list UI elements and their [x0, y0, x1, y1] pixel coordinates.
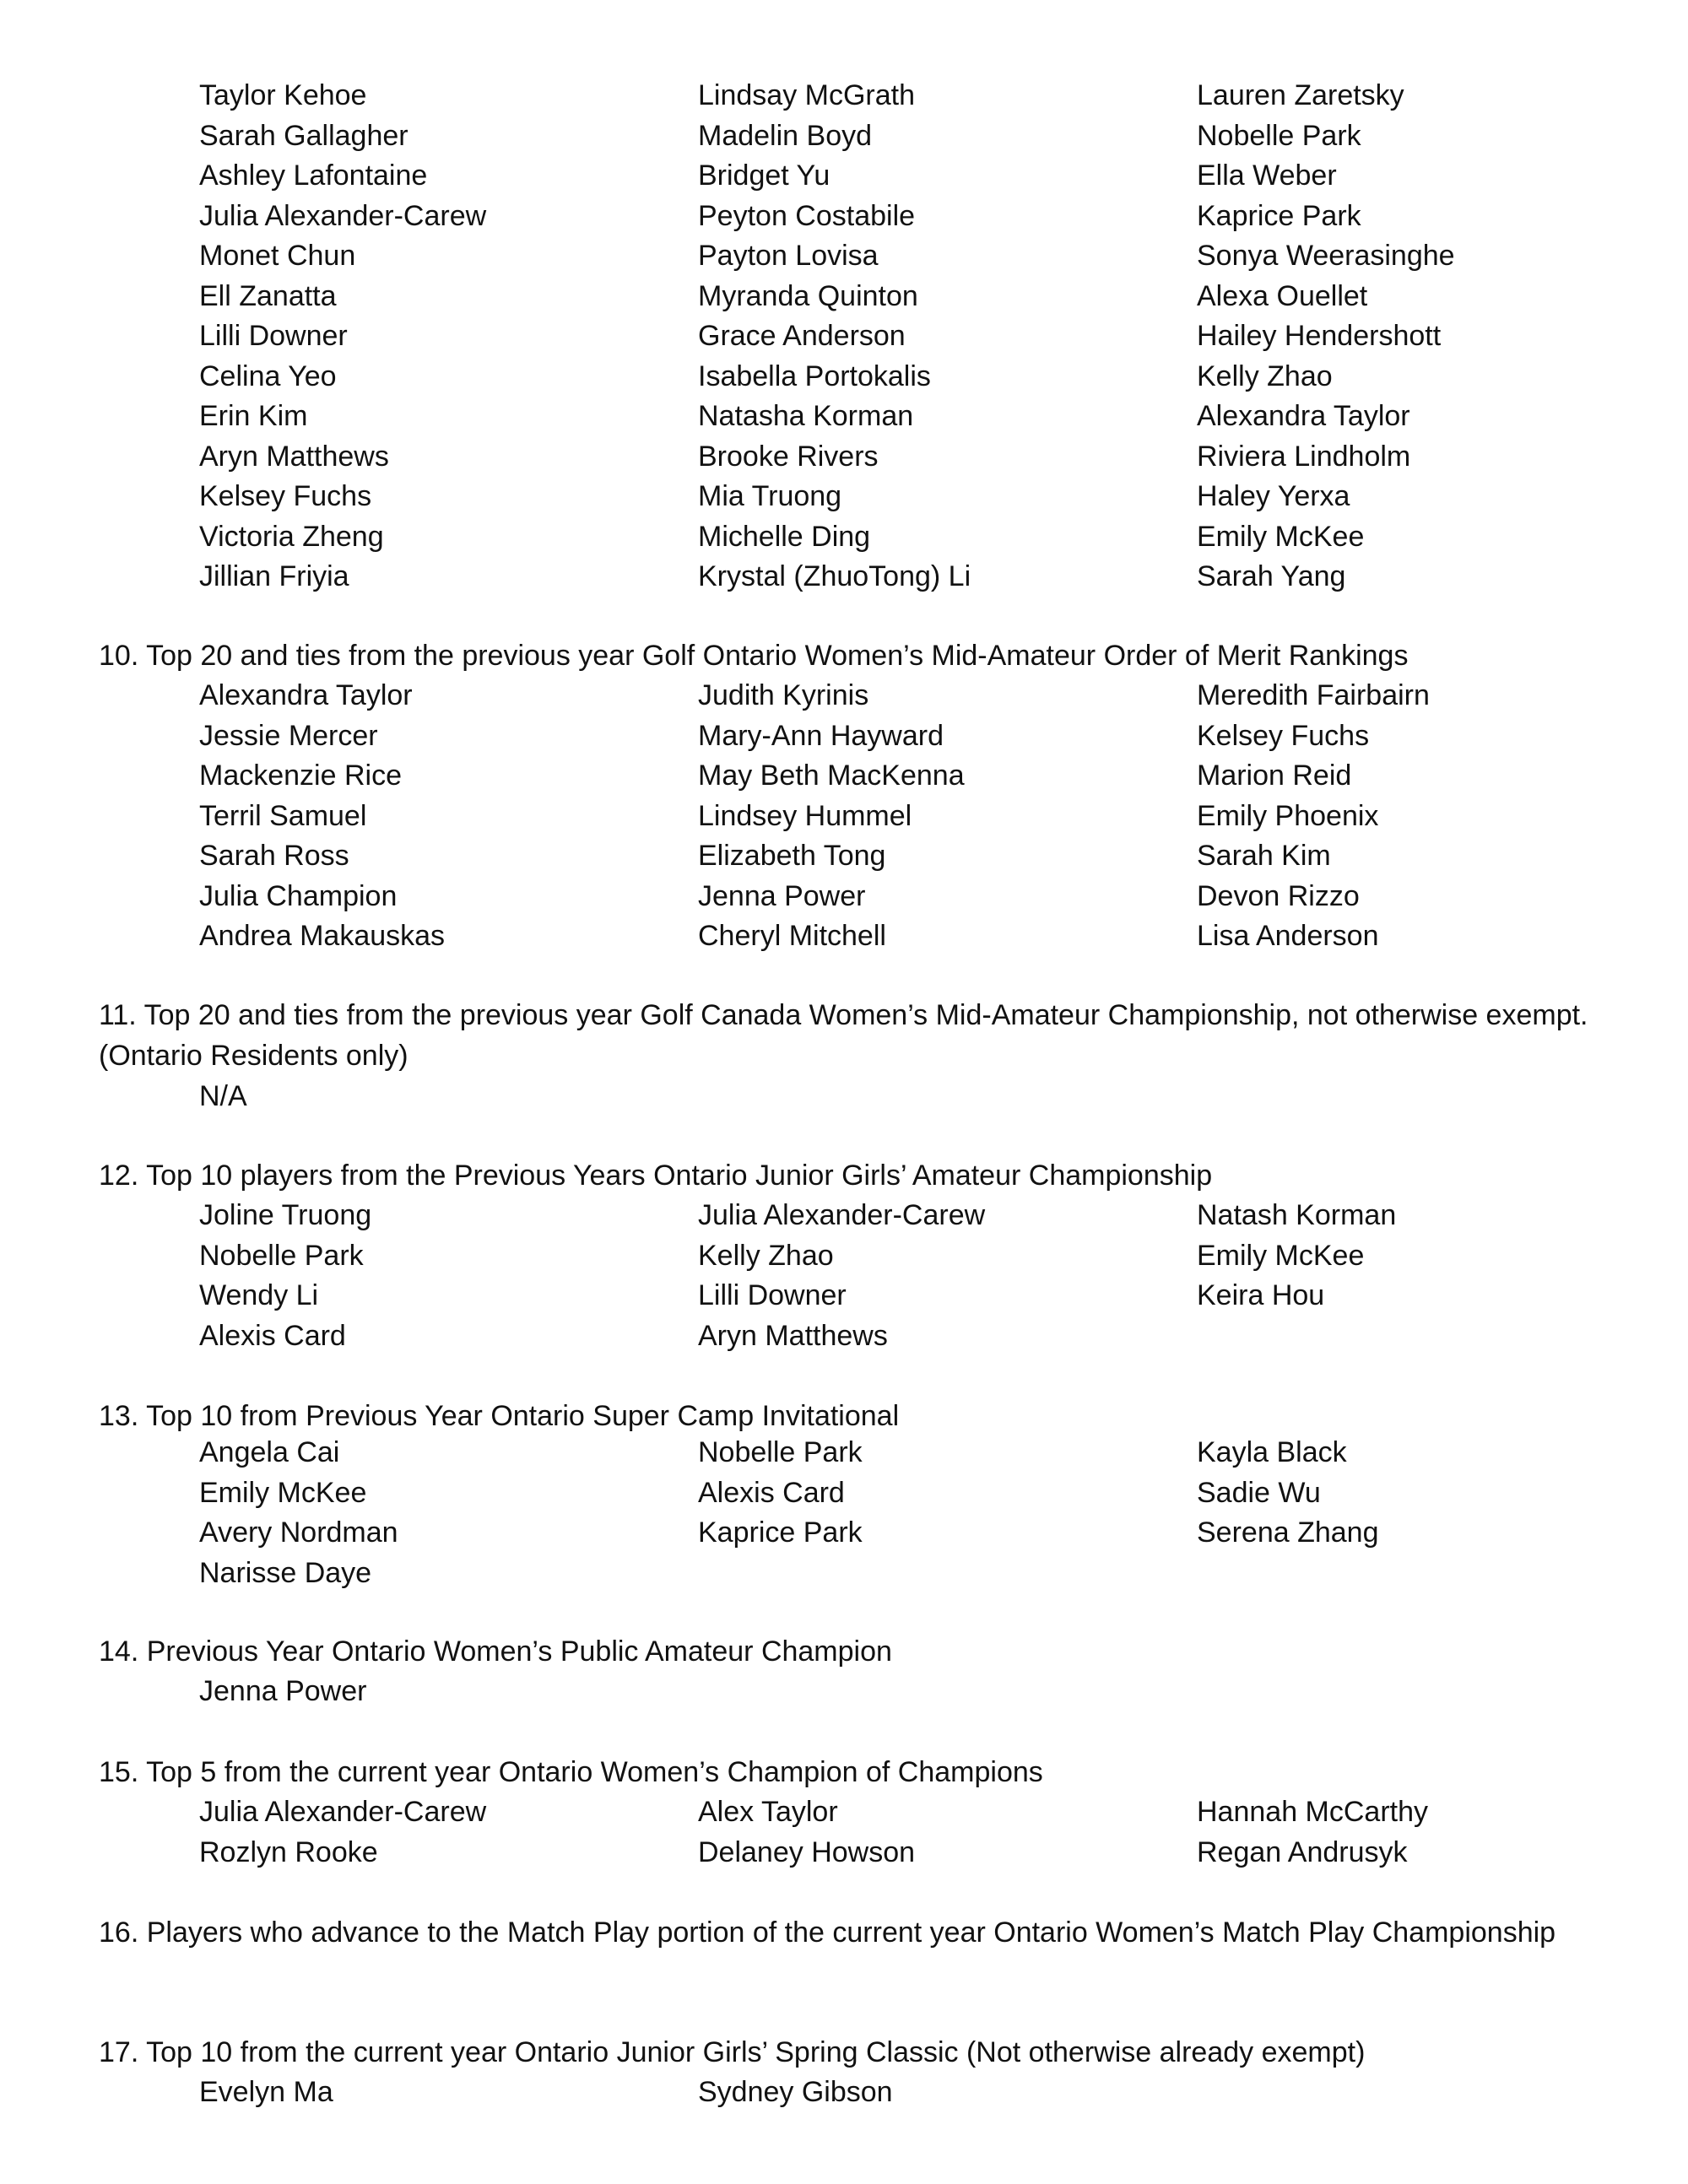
section-11-value: N/A: [199, 1080, 247, 1112]
player-name: Elizabeth Tong: [698, 840, 886, 872]
player-name: Joline Truong: [199, 1199, 372, 1231]
player-name: Grace Anderson: [698, 320, 906, 352]
player-name: Taylor Kehoe: [199, 79, 367, 111]
player-name: Emily McKee: [1197, 520, 1365, 553]
player-name: Kayla Black: [1197, 1436, 1347, 1468]
player-name: Sarah Kim: [1197, 840, 1331, 872]
player-name: Myranda Quinton: [698, 279, 918, 312]
player-name: Narisse Daye: [199, 1556, 372, 1589]
player-name: Victoria Zheng: [199, 520, 384, 553]
section-11-subline: (Ontario Residents only): [99, 1040, 408, 1072]
player-name: Emily Phoenix: [1197, 799, 1379, 832]
player-name: Monet Chun: [199, 240, 356, 272]
player-name: Lilli Downer: [698, 1279, 847, 1311]
player-name: Ashley Lafontaine: [199, 159, 428, 192]
player-name: Alexis Card: [698, 1476, 845, 1509]
player-name: Michelle Ding: [698, 520, 871, 553]
section-16-heading: 16. Players who advance to the Match Play portion of the current year Ontario Women’s Match Play Championship: [99, 1916, 1556, 1949]
player-name: Jillian Friyia: [199, 560, 349, 592]
player-name: Lilli Downer: [199, 320, 348, 352]
player-name: Nobelle Park: [1197, 119, 1361, 152]
player-name: Julia Alexander-Carew: [698, 1199, 986, 1231]
player-name: Ell Zanatta: [199, 279, 337, 312]
player-name: May Beth MacKenna: [698, 760, 965, 792]
player-name: Bridget Yu: [698, 159, 830, 192]
player-name: Lindsay McGrath: [698, 79, 915, 111]
player-name: Sarah Gallagher: [199, 119, 408, 152]
player-name: Alexandra Taylor: [199, 679, 413, 711]
player-name: Kelsey Fuchs: [1197, 719, 1370, 752]
section-12-heading: 12. Top 10 players from the Previous Years Ontario Junior Girls’ Amateur Championship: [99, 1160, 1213, 1192]
section-14-heading: 14. Previous Year Ontario Women’s Public Amateur Champion: [99, 1635, 892, 1668]
player-name: Wendy Li: [199, 1279, 319, 1311]
section-14-value: Jenna Power: [199, 1675, 367, 1707]
player-name: Kaprice Park: [1197, 199, 1361, 232]
player-name: Regan Andrusyk: [1197, 1835, 1408, 1868]
player-name: Lisa Anderson: [1197, 920, 1379, 952]
player-name: Evelyn Ma: [199, 2076, 333, 2108]
section-17-heading: 17. Top 10 from the current year Ontario Junior Girls’ Spring Classic (Not otherwise already exempt): [99, 2036, 1366, 2068]
player-name: Sonya Weerasinghe: [1197, 240, 1455, 272]
player-name: Jenna Power: [698, 879, 866, 912]
section-10-heading: 10. Top 20 and ties from the previous year Golf Ontario Women’s Mid-Amateur Order of Merit Rankings: [99, 640, 1409, 672]
player-name: Isabella Portokalis: [698, 359, 931, 392]
player-name: Lindsey Hummel: [698, 799, 912, 832]
player-name: Rozlyn Rooke: [199, 1835, 378, 1868]
player-name: Jessie Mercer: [199, 719, 378, 752]
player-name: Sadie Wu: [1197, 1476, 1321, 1509]
player-name: Emily McKee: [1197, 1239, 1365, 1272]
player-name: Alexis Card: [199, 1319, 346, 1352]
player-name: Kaprice Park: [698, 1516, 863, 1549]
player-name: Brooke Rivers: [698, 440, 879, 473]
player-name: Nobelle Park: [199, 1239, 364, 1272]
player-name: Serena Zhang: [1197, 1516, 1379, 1549]
player-name: Meredith Fairbairn: [1197, 679, 1430, 711]
player-name: Nobelle Park: [698, 1436, 863, 1468]
player-name: Avery Nordman: [199, 1516, 398, 1549]
player-name: Madelin Boyd: [698, 119, 873, 152]
player-name: Judith Kyrinis: [698, 679, 869, 711]
player-name: Kelsey Fuchs: [199, 480, 372, 512]
player-name: Marion Reid: [1197, 760, 1352, 792]
player-name: Ella Weber: [1197, 159, 1337, 192]
player-name: Andrea Makauskas: [199, 920, 446, 952]
player-name: Natash Korman: [1197, 1199, 1397, 1231]
player-name: Celina Yeo: [199, 359, 337, 392]
player-name: Cheryl Mitchell: [698, 920, 886, 952]
player-name: Angela Cai: [199, 1436, 340, 1468]
player-name: Aryn Matthews: [698, 1319, 888, 1352]
player-name: Julia Champion: [199, 879, 398, 912]
player-name: Sarah Yang: [1197, 560, 1346, 592]
player-name: Payton Lovisa: [698, 240, 879, 272]
player-name: Julia Alexander-Carew: [199, 1796, 487, 1828]
section-13-heading: 13. Top 10 from Previous Year Ontario Super Camp Invitational: [99, 1400, 900, 1432]
player-name: Alexandra Taylor: [1197, 400, 1410, 432]
player-name: Delaney Howson: [698, 1835, 916, 1868]
player-name: Aryn Matthews: [199, 440, 389, 473]
player-name: Alex Taylor: [698, 1796, 838, 1828]
player-name: Mary-Ann Hayward: [698, 719, 944, 752]
player-name: Haley Yerxa: [1197, 480, 1350, 512]
player-name: Sarah Ross: [199, 840, 349, 872]
player-name: Sydney Gibson: [698, 2076, 893, 2108]
player-name: Kelly Zhao: [1197, 359, 1333, 392]
player-name: Alexa Ouellet: [1197, 279, 1368, 312]
player-name: Kelly Zhao: [698, 1239, 834, 1272]
player-name: Peyton Costabile: [698, 199, 916, 232]
player-name: Riviera Lindholm: [1197, 440, 1411, 473]
player-name: Keira Hou: [1197, 1279, 1325, 1311]
section-11-heading: 11. Top 20 and ties from the previous year Golf Canada Women’s Mid-Amateur Championship, not otherwise exempt.: [99, 999, 1588, 1031]
player-name: Lauren Zaretsky: [1197, 79, 1404, 111]
player-name: Mia Truong: [698, 480, 842, 512]
player-name: Hailey Hendershott: [1197, 320, 1442, 352]
section-15-heading: 15. Top 5 from the current year Ontario Women’s Champion of Champions: [99, 1756, 1043, 1788]
player-name: Natasha Korman: [698, 400, 914, 432]
player-name: Erin Kim: [199, 400, 308, 432]
player-name: Mackenzie Rice: [199, 760, 402, 792]
player-name: Terril Samuel: [199, 799, 367, 832]
player-name: Emily McKee: [199, 1476, 367, 1509]
player-name: Hannah McCarthy: [1197, 1796, 1429, 1828]
player-name: Julia Alexander-Carew: [199, 199, 487, 232]
player-name: Krystal (ZhuoTong) Li: [698, 560, 971, 592]
player-name: Devon Rizzo: [1197, 879, 1360, 912]
